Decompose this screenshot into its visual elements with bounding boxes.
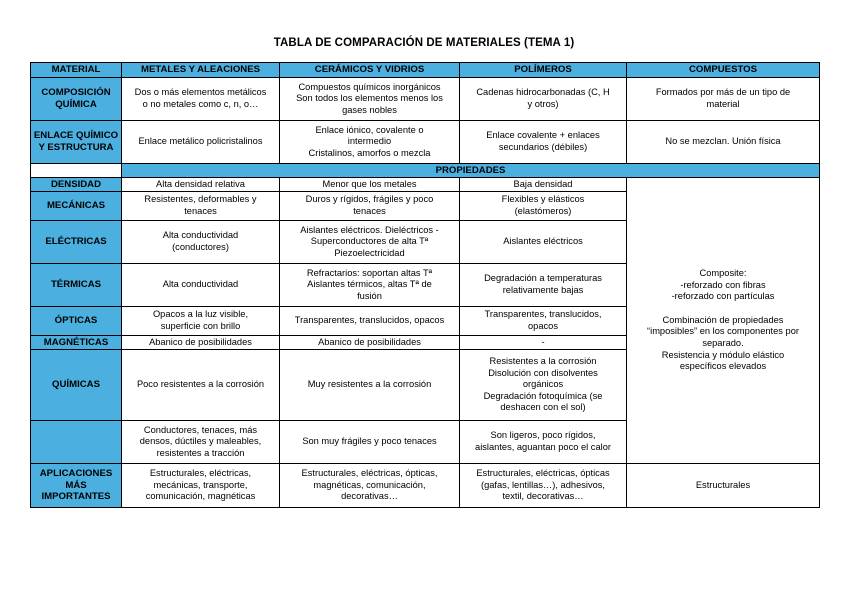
cell-composicion-metales: Dos o más elementos metálicos o no metales como c, n, o…: [122, 78, 280, 121]
cell-compuestos-propiedades: Composite: -reforzado con fibras -reforzado con partículas Combinación de propiedades “imposibles” en los componentes por separado. Resistencia y módulo elástico específicos elevados: [627, 178, 820, 464]
row-label-mecanicas: MECÁNICAS: [31, 192, 122, 221]
header-metales: METALES Y ALEACIONES: [122, 63, 280, 78]
table-row: [31, 78, 820, 121]
cell-enlace-ceramicos: Enlace iónico, covalente o intermedio Cristalinos, amorfos o mezcla: [280, 121, 460, 164]
cell-densidad-ceramicos: Menor que los metales: [280, 178, 460, 192]
row-label-electricas: ELÉCTRICAS: [31, 221, 122, 264]
table-row: [31, 178, 820, 192]
cell-enlace-metales: Enlace metálico policristalinos: [122, 121, 280, 164]
cell-quimicas-polimeros: Resistentes a la corrosión Disolución con disolventes orgánicos Degradación fotoquímica (se deshacen con el sol): [460, 350, 627, 421]
cell-magneticas-metales: Abanico de posibilidades: [122, 336, 280, 350]
cell-magneticas-ceramicos: Abanico de posibilidades: [280, 336, 460, 350]
cell-aplicaciones-polimeros: Estructurales, eléctricas, ópticas (gafas, lentillas…), adhesivos, textil, decorativas…: [460, 464, 627, 508]
table-header-row: [31, 63, 820, 78]
cell-enlace-polimeros: Enlace covalente + enlaces secundarios (débiles): [460, 121, 627, 164]
row-label-magneticas: MAGNÉTICAS: [31, 336, 122, 350]
cell-aplicaciones-ceramicos: Estructurales, eléctricas, ópticas, magnéticas, comunicación, decorativas…: [280, 464, 460, 508]
row-label-aplicaciones: APLICACIONES MÁS IMPORTANTES: [31, 464, 122, 508]
comparison-table: [30, 62, 820, 508]
cell-termicas-metales: Alta conductividad: [122, 264, 280, 307]
header-compuestos: COMPUESTOS: [627, 63, 820, 78]
cell-densidad-metales: Alta densidad relativa: [122, 178, 280, 192]
cell-magneticas-polimeros: -: [460, 336, 627, 350]
row-label-composicion: COMPOSICIÓN QUÍMICA: [31, 78, 122, 121]
cell-mecanicas-polimeros: Flexibles y elásticos (elastómeros): [460, 192, 627, 221]
cell-aplicaciones-compuestos: Estructurales: [627, 464, 820, 508]
cell-quimicas-metales: Poco resistentes a la corrosión: [122, 350, 280, 421]
cell-otras-ceramicos: Son muy frágiles y poco tenaces: [280, 421, 460, 464]
cell-opticas-metales: Opacos a la luz visible, superficie con brillo: [122, 307, 280, 336]
page-title: TABLA DE COMPARACIÓN DE MATERIALES (TEMA 1): [273, 37, 575, 49]
cell-opticas-polimeros: Transparentes, translucidos, opacos: [460, 307, 627, 336]
cell-quimicas-ceramicos: Muy resistentes a la corrosión: [280, 350, 460, 421]
header-polimeros: POLÍMEROS: [460, 63, 627, 78]
cell-termicas-polimeros: Degradación a temperaturas relativamente bajas: [460, 264, 627, 307]
cell-composicion-compuestos: Formados por más de un tipo de material: [627, 78, 820, 121]
table-row: [31, 464, 820, 508]
cell-composicion-ceramicos: Compuestos químicos inorgánicos Son todos los elementos menos los gases nobles: [280, 78, 460, 121]
header-ceramicos: CERÁMICOS Y VIDRIOS: [280, 63, 460, 78]
cell-enlace-compuestos: No se mezclan. Unión física: [627, 121, 820, 164]
cell-electricas-polimeros: Aislantes eléctricos: [460, 221, 627, 264]
cell-electricas-ceramicos: Aislantes eléctricos. Dieléctricos - Superconductores de alta Tª Piezoelectricidad: [280, 221, 460, 264]
header-material: MATERIAL: [31, 63, 122, 78]
row-label-otras: [31, 421, 122, 464]
cell-opticas-ceramicos: Transparentes, translucidos, opacos: [280, 307, 460, 336]
cell-mecanicas-metales: Resistentes, deformables y tenaces: [122, 192, 280, 221]
table-row: [31, 121, 820, 164]
section-propiedades: PROPIEDADES: [122, 164, 820, 178]
row-label-opticas: ÓPTICAS: [31, 307, 122, 336]
cell-otras-metales: Conductores, tenaces, más densos, dúctiles y maleables, resistentes a tracción: [122, 421, 280, 464]
cell-otras-polimeros: Son ligeros, poco rígidos, aislantes, aguantan poco el calor: [460, 421, 627, 464]
row-label-termicas: TÉRMICAS: [31, 264, 122, 307]
cell-composicion-polimeros: Cadenas hidrocarbonadas (C, H y otros): [460, 78, 627, 121]
cell-electricas-metales: Alta conductividad (conductores): [122, 221, 280, 264]
row-label-quimicas: QUÍMICAS: [31, 350, 122, 421]
row-label-enlace: ENLACE QUÍMICO Y ESTRUCTURA: [31, 121, 122, 164]
cell-densidad-polimeros: Baja densidad: [460, 178, 627, 192]
row-label-densidad: DENSIDAD: [31, 178, 122, 192]
section-row-propiedades: [31, 164, 820, 178]
cell-aplicaciones-metales: Estructurales, eléctricas, mecánicas, transporte, comunicación, magnéticas: [122, 464, 280, 508]
cell-termicas-ceramicos: Refractarios: soportan altas Tª Aislantes térmicos, altas Tª de fusión: [280, 264, 460, 307]
cell-mecanicas-ceramicos: Duros y rígidos, frágiles y poco tenaces: [280, 192, 460, 221]
